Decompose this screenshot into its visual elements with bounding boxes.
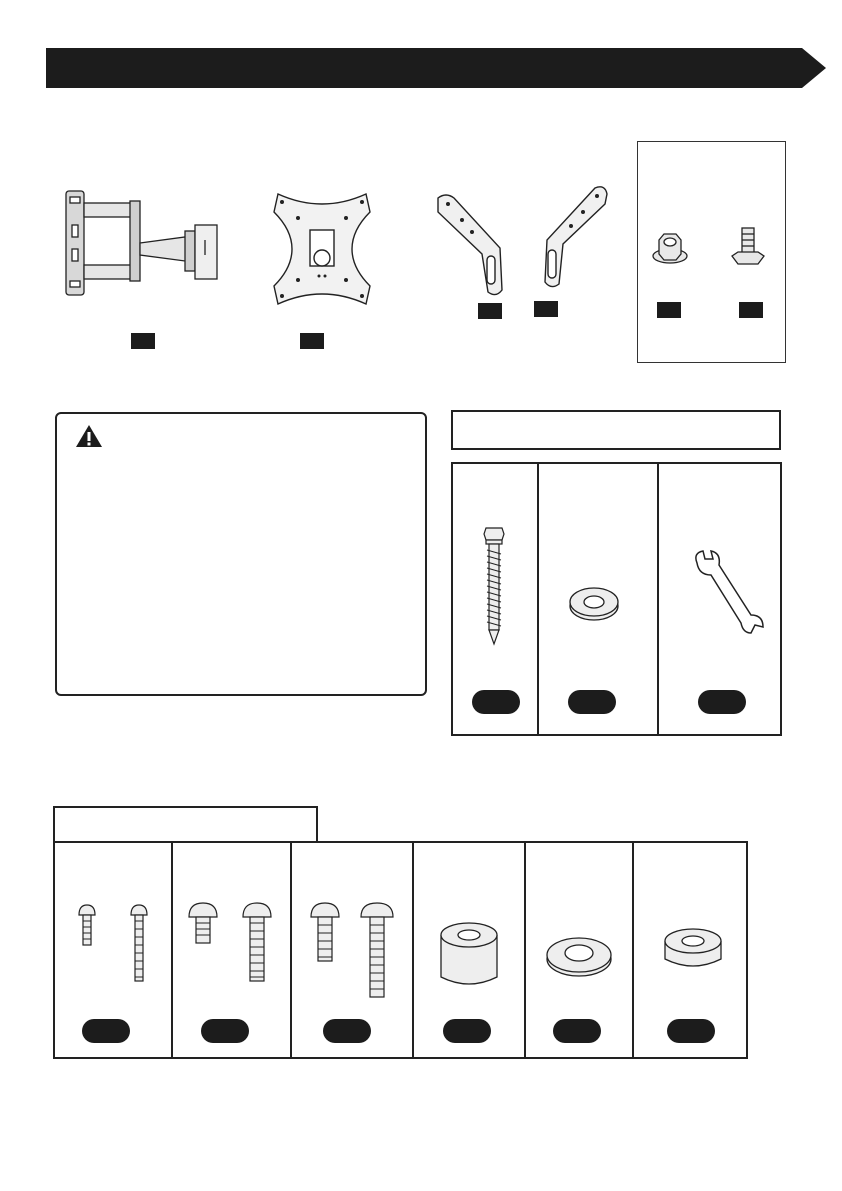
spacer-tall-icon — [437, 921, 501, 991]
lag-bolt-icon — [479, 524, 509, 649]
tag-spacer-tall — [443, 1019, 491, 1043]
warning-icon — [75, 424, 103, 448]
screw-pair-small-icon — [75, 903, 155, 983]
tag-screw-medium — [201, 1019, 249, 1043]
divider — [657, 464, 659, 734]
arm-assembly-image — [50, 185, 225, 300]
tag-nut — [657, 302, 681, 318]
washer-wide-icon — [545, 931, 613, 981]
divider — [524, 843, 526, 1057]
warning-box — [55, 412, 427, 696]
tag-arm-assembly — [131, 333, 155, 349]
tag-spacer-short — [667, 1019, 715, 1043]
tag-washer — [568, 690, 616, 714]
divider — [412, 843, 414, 1057]
nut-icon — [650, 228, 690, 268]
tv-hardware-heading-box — [53, 806, 318, 843]
tv-plate-image — [270, 190, 375, 308]
tag-lag-bolt — [472, 690, 520, 714]
bracket-left-image — [432, 190, 512, 300]
title-banner — [46, 48, 826, 88]
wall-hardware-heading-box — [451, 410, 781, 450]
wrench-icon — [689, 549, 769, 639]
tag-wrench — [698, 690, 746, 714]
tag-screw-large — [323, 1019, 371, 1043]
spacer-short-icon — [661, 925, 725, 975]
tv-hardware-box — [53, 841, 748, 1059]
tag-bracket-right — [534, 301, 558, 317]
tag-washer-wide — [553, 1019, 601, 1043]
divider — [171, 843, 173, 1057]
divider — [537, 464, 539, 734]
tag-screw-small — [82, 1019, 130, 1043]
tag-tv-plate — [300, 333, 324, 349]
wall-hardware-box — [451, 462, 782, 736]
screw-pair-medium-icon — [183, 901, 283, 986]
divider — [290, 843, 292, 1057]
screw-pair-large-icon — [305, 901, 405, 1001]
washer-icon — [568, 584, 620, 624]
divider — [632, 843, 634, 1057]
bolt-icon — [728, 224, 768, 270]
bracket-right-image — [535, 182, 610, 292]
tag-bracket-left — [478, 303, 502, 319]
banner-shape — [46, 48, 826, 88]
tag-bolt — [739, 302, 763, 318]
